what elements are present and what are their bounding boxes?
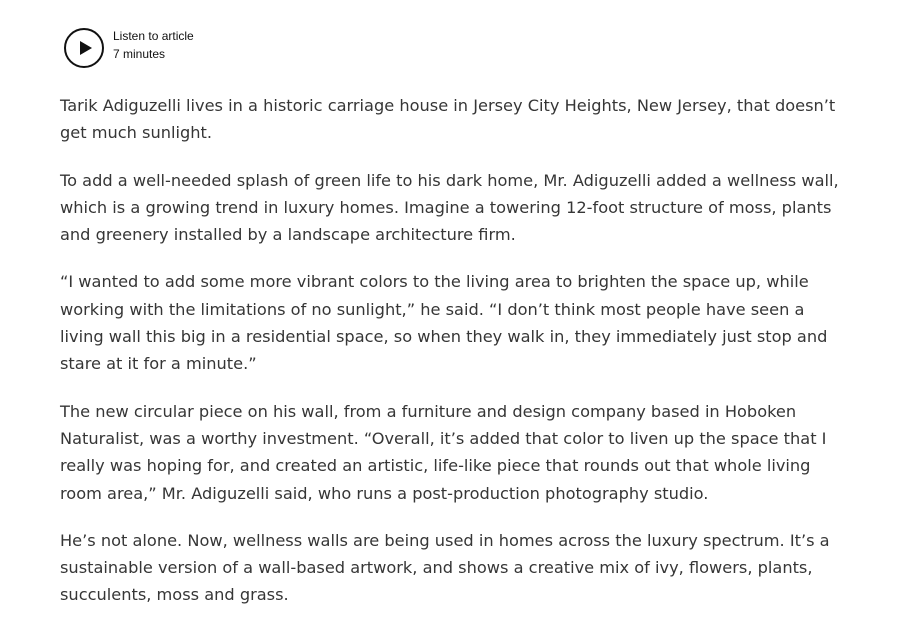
play-button[interactable] (64, 28, 104, 68)
play-icon (79, 40, 93, 56)
article-paragraph: Tarik Adiguzelli lives in a historic carriage house in Jersey City Heights, New Jersey, that doesn’t get much sunlight. (60, 96, 836, 143)
article-paragraph: “I wanted to add some more vibrant colors to the living area to brighten the space up, while working with the limitations of no sunlight,” he said. “I don’t think most people have seen a living wall this big in a residential space, so when they walk in, they immediately just stop and stare at it for a minute.” (60, 272, 828, 374)
article-body (60, 92, 850, 629)
listen-label: Listen to article (113, 29, 194, 43)
article-paragraph: He’s not alone. Now, wellness walls are being used in homes across the luxury spectrum. It’s a sustainable version of a wall-based artwork, and shows a creative mix of ivy, flowers, plants, succulents, moss and grass. (60, 530, 830, 605)
listen-to-article-player[interactable] (64, 28, 194, 68)
audio-info (113, 27, 194, 63)
article-paragraph: To add a well-needed splash of green life to his dark home, Mr. Adiguzelli added a wellness wall, which is a growing trend in luxury homes. Imagine a towering 12-foot structure of moss, plants and greenery installed by a landscape architecture firm. (60, 170, 839, 245)
article-paragraph: The new circular piece on his wall, from a furniture and design company based in Hoboken Naturalist, was a worthy investment. “Overall, it’s added that color to liven up the space that I really was hoping for, and created an artistic, life-like piece that rounds out that whole living room area,” Mr. Adiguzelli said, who runs a post-production photography studio. (60, 401, 827, 503)
audio-duration: 7 minutes (113, 47, 166, 61)
